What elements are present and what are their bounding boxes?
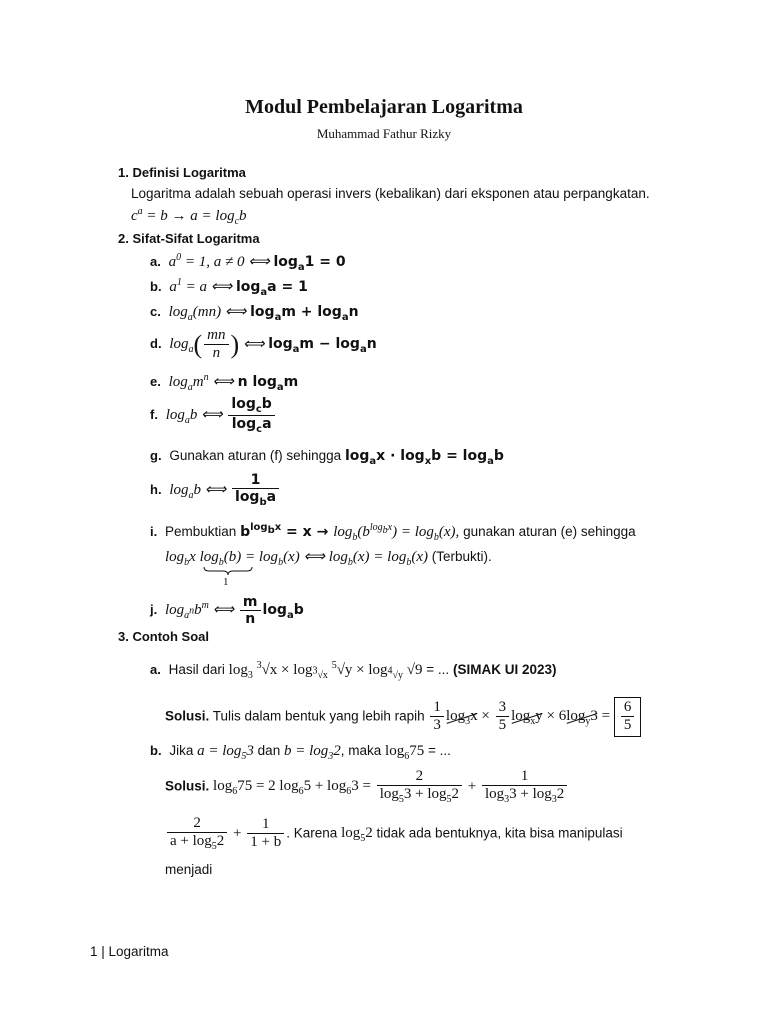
section-heading-definisi: 1. Definisi Logaritma [118,165,246,180]
property-c: c. $\log_a(mn)$ ⟺ $\log_am + \log_an$ [150,304,359,323]
section-heading-sifat: 2. Sifat-Sifat Logaritma [118,231,260,246]
property-label: i. [150,524,158,539]
property-i-text-2: gunakan aturan (e) sehingga [463,524,636,539]
example-b: b. Jika $a = \log_53$ dan $b = \log_32$, maka $\log_675$ = ... [150,743,451,762]
example-b-text-3: , maka [340,743,382,758]
example-a-solution-text: Tulis dalam bentuk yang lebih rapih [212,708,425,724]
example-a-solution: Solusi. Tulis dalam bentuk yang lebih rapih $\frac{1}{3}$ $\log_3x$ × $\frac{3}{5}$ $\log_xy \times 6\log_y3$ = $\frac{6}{5}$ [165,697,641,737]
example-b-solution-cont: $\frac{2}{a + \log_52}$ + $\frac{1}{1 + b}$ . Karena $\log_52$ tidak ada bentuknya, kita bisa manipulasi [165,815,623,853]
property-i-text: Pembuktian [165,524,237,539]
example-b-text-2: dan [257,743,281,758]
example-b-solution-text: Karena [293,825,338,841]
property-label: a. [150,254,161,269]
example-b-label: b. [150,743,162,758]
property-i-text-3: (Terbukti). [431,549,492,564]
author-name: Muhammad Fathur Rizky [316,126,452,141]
property-label: h. [150,481,162,497]
property-label: e. [150,374,161,389]
property-d: d. $\log_a$( $\frac{mn}{n}$ ) ⟺ $\log_am - \log_an$ [150,327,377,362]
property-b: b. $a^1 = a$ ⟺ $\log_aa = 1$ [150,277,308,298]
property-e: e. $\log_am^n$ ⟺ n $\log_am$ [150,372,299,393]
page-title: Modul Pembelajaran Logaritma [245,96,523,118]
underbrace-value: 1 [223,576,229,588]
property-label: j. [150,602,158,618]
solution-label: Solusi. [165,778,210,794]
solution-label: Solusi. [165,708,210,724]
example-b-solution-text-2: tidak ada bentuknya, kita bisa manipulasi [376,825,623,841]
property-g-text: Gunakan aturan (f) sehingga [169,448,342,463]
example-a-tail: = ... [426,662,450,677]
property-label: d. [150,336,162,352]
example-a-source: (SIMAK UI 2023) [452,662,557,677]
property-label: c. [150,304,161,319]
answer-numerator: 6 [621,699,635,717]
example-b-solution-text-3: menjadi [165,862,213,877]
property-label: g. [150,448,162,463]
property-j: j. $\log_{a^n}b^m$ ⟺ $\frac{m}{n}$ $\log_ab$ [150,594,304,628]
answer-denominator: 5 [623,717,632,734]
section-heading-contoh: 3. Contoh Soal [118,629,209,644]
property-label: b. [150,279,162,294]
underbrace [203,566,253,576]
example-b-tail: = ... [427,743,451,758]
example-b-text-1: Jika [169,743,194,758]
example-b-solution: Solusi. $\log_675 = 2$ $\log_65 + \log_63$ = $\frac{2}{\log_53 + \log_52}$ + $\frac{1}{\log_33 + \log_32}$ [165,768,569,806]
property-i: i. Pembuktian $b^{log_bx} = x \to \log_b(b^{log_bx}) = \log_b(x)$, gunakan aturan (e) sehingga [150,522,636,543]
definition-formula: $c^a = b \to a = \log_cb$ [131,206,247,227]
property-a: a. $a^0 = 1$, a ≠ 0 ⟺ $\log_a1 = 0$ [150,252,346,273]
property-i-proof: $\log_bx$ $\log_b(b) = \log_b(x)$ ⟺ $\log_b(x) = \log_b(x)$ (Terbukti). [165,549,492,568]
definition-text: Logaritma adalah sebuah operasi invers (kebalikan) dari eksponen atau perpangkatan. [131,186,650,201]
property-h: h. $\log_ab$ ⟺ $\frac{1}{\log_ba}$ [150,472,281,508]
property-g: g. Gunakan aturan (f) sehingga $\log_ax \cdot \log_xb = \log_ab$ [150,448,504,467]
property-label: f. [150,407,158,423]
example-a-label: a. [150,662,161,677]
example-a-text: Hasil dari [168,662,225,677]
page-footer: 1 | Logaritma [90,944,169,959]
example-a: a. Hasil dari $\log_3 ^3√x \times \log_{^3√x} ^5√y \times \log_{^4√y} √9$ = ... (SIMAK UI 2023) [150,660,557,681]
property-f: f. $\log_ab$ ⟺ $\frac{\log_cb}{\log_ca}$ [150,396,277,436]
